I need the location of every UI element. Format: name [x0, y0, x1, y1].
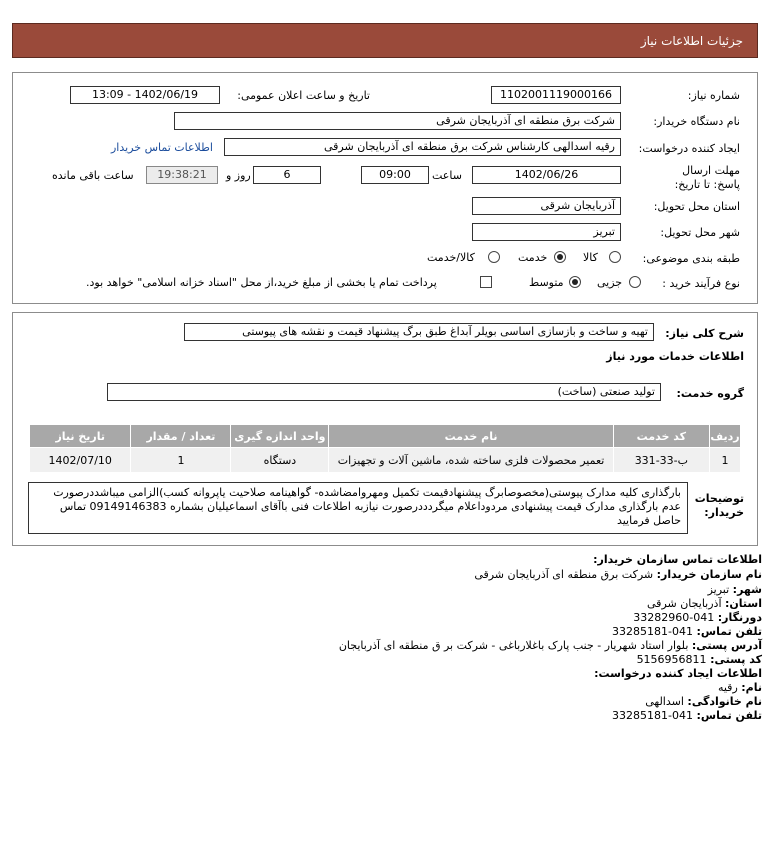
creator-phone-line	[612, 709, 762, 722]
province-field: آذربایجان شرقی	[472, 197, 621, 215]
announce-field: 1402/06/19 - 13:09	[70, 86, 220, 104]
summary-label: شرح کلی نیاز:	[665, 327, 744, 340]
cell-row: 1	[710, 448, 741, 473]
city-field: تبریز	[472, 223, 621, 241]
deadline-date-field: 1402/06/26	[472, 166, 621, 184]
contact-province-label: استان:	[725, 597, 762, 610]
category-goods-radio[interactable]	[609, 251, 621, 263]
buyer-org-label: نام دستگاه خریدار:	[653, 115, 740, 128]
creator-label: ایجاد کننده درخواست:	[638, 142, 740, 155]
service-group-label: گروه خدمت:	[676, 387, 744, 400]
cell-date: 1402/07/10	[30, 448, 131, 473]
creator-info-heading	[594, 667, 762, 680]
process-minor-radio[interactable]	[629, 276, 641, 288]
category-service-label: خدمت	[518, 251, 548, 264]
contact-postal-line	[637, 653, 762, 666]
category-service-radio[interactable]	[554, 251, 566, 263]
contact-heading	[593, 553, 762, 566]
contact-city-label: شهر:	[732, 583, 762, 596]
creator-field: رقیه اسدالهی کارشناس شرکت برق منطقه ای آذربایجان شرقی	[224, 138, 621, 156]
category-both-radio[interactable]	[488, 251, 500, 263]
contact-phone-line	[612, 625, 762, 638]
process-medium-radio[interactable]	[569, 276, 581, 288]
col-name-header: نام خدمت	[329, 425, 613, 448]
contact-province-line	[647, 597, 762, 610]
treasury-checkbox[interactable]	[480, 276, 492, 288]
creator-name-label: نام:	[741, 681, 762, 694]
category-both-label: کالا/خدمت	[427, 251, 475, 264]
creator-phone-value: 041-33285181	[612, 709, 694, 722]
contact-postal-label: کد پستی:	[710, 653, 762, 666]
contact-phone-label: تلفن تماس:	[696, 625, 762, 638]
contact-org-line	[474, 568, 762, 581]
province-label: استان محل تحویل:	[653, 200, 740, 213]
cell-code: ب-33-331	[613, 448, 709, 473]
contact-heading-text: اطلاعات تماس سازمان خریدار:	[593, 553, 762, 566]
cell-unit: دستگاه	[231, 448, 329, 473]
page-title: جزئیات اطلاعات نیاز	[640, 34, 743, 48]
creator-family-value: اسدالهی	[645, 695, 684, 708]
table-row	[30, 448, 741, 473]
remaining-time-field: 19:38:21	[146, 166, 218, 184]
city-label: شهر محل تحویل:	[660, 226, 740, 239]
buyer-contact-link[interactable]: اطلاعات تماس خریدار	[111, 141, 213, 154]
process-medium-label: متوسط	[529, 276, 564, 289]
contact-city-line	[708, 583, 762, 596]
contact-fax-line	[633, 611, 762, 624]
page-header	[12, 23, 758, 58]
process-label: نوع فرآیند خرید :	[662, 277, 740, 290]
deadline-time-field: 09:00	[361, 166, 429, 184]
contact-address-label: آدرس پستی:	[691, 639, 762, 652]
cell-qty: 1	[131, 448, 231, 473]
need-details-panel	[12, 72, 758, 304]
contact-phone-value: 041-33285181	[612, 625, 694, 638]
contact-fax-value: 041-33282960	[633, 611, 715, 624]
creator-family-line	[645, 695, 762, 708]
contact-city-value: تبریز	[707, 583, 730, 596]
table-header-row	[30, 425, 741, 448]
creator-info-heading-text: اطلاعات ایجاد کننده درخواست:	[594, 667, 762, 680]
contact-province-value: آذربایجان شرقی	[647, 597, 722, 610]
need-number-label: شماره نیاز:	[687, 89, 740, 102]
treasury-checkbox-label: پرداخت تمام یا بخشی از مبلغ خرید،از محل "اسناد خزانه اسلامی" خواهد بود.	[86, 276, 437, 289]
creator-name-line	[718, 681, 762, 694]
buyer-notes-field: بارگذاری کلیه مدارک پیوستی(مخصوصابرگ پیشنهادقیمت تکمیل ومهروامضاشده- گواهینامه صلاحیت یاپروانه کسب)الزامی میباشددرصورت عدم بارگذاری مدارک قیمت پیشنهادی مردوداعلام میگردددرصورت نیازبه اطلاعات فنی باآقای اسماعیلیان بشماره 09149146383 تماس حاصل فرمایید	[28, 482, 688, 534]
buyer-notes-label: توضیحات خریدار:	[694, 492, 744, 519]
cell-name: تعمیر محصولات فلزی ساخته شده، ماشین آلات و تجهیزات	[329, 448, 613, 473]
contact-address-value: بلوار استاد شهریار - جنب پارک باغلارباغی - شرکت بر ق منطقه ای آذربایجان	[338, 639, 689, 652]
contact-address-line	[339, 639, 762, 652]
col-date-header: تاریخ نیاز	[30, 425, 131, 448]
remaining-label: ساعت باقی مانده	[52, 169, 134, 182]
days-field: 6	[253, 166, 321, 184]
days-label: روز و	[226, 169, 251, 182]
contact-org-value: شرکت برق منطقه ای آذربایجان شرقی	[474, 568, 654, 581]
buyer-org-field: شرکت برق منطقه ای آذربایجان شرقی	[174, 112, 621, 130]
need-number-field: 1102001119000166	[491, 86, 621, 104]
deadline-label: مهلت ارسال پاسخ: تا تاریخ:	[674, 164, 740, 191]
deadline-time-label: ساعت	[432, 169, 462, 182]
col-row-header: ردیف	[710, 425, 741, 448]
col-unit-header: واحد اندازه گیری	[231, 425, 329, 448]
creator-family-label: نام خانوادگی:	[687, 695, 762, 708]
summary-field: تهیه و ساخت و بازسازی اساسی بویلر آبداغ طبق برگ پیشنهاد قیمت و نقشه های پیوستی	[184, 323, 654, 341]
creator-name-value: رقیه	[717, 681, 738, 694]
contact-fax-label: دورنگار:	[717, 611, 762, 624]
creator-phone-label: تلفن تماس:	[696, 709, 762, 722]
category-label: طبقه بندی موضوعی:	[642, 252, 740, 265]
col-qty-header: تعداد / مقدار	[131, 425, 231, 448]
col-code-header: کد خدمت	[613, 425, 709, 448]
contact-org-label: نام سازمان خریدار:	[656, 568, 762, 581]
services-table	[29, 424, 741, 473]
category-goods-label: کالا	[583, 251, 598, 264]
process-minor-label: جزیی	[597, 276, 623, 289]
announce-label: تاریخ و ساعت اعلان عمومی:	[237, 89, 370, 102]
services-heading: اطلاعات خدمات مورد نیاز	[606, 350, 744, 363]
service-group-field: تولید صنعتی (ساخت)	[107, 383, 661, 401]
contact-postal-value: 5156956811	[636, 653, 707, 666]
